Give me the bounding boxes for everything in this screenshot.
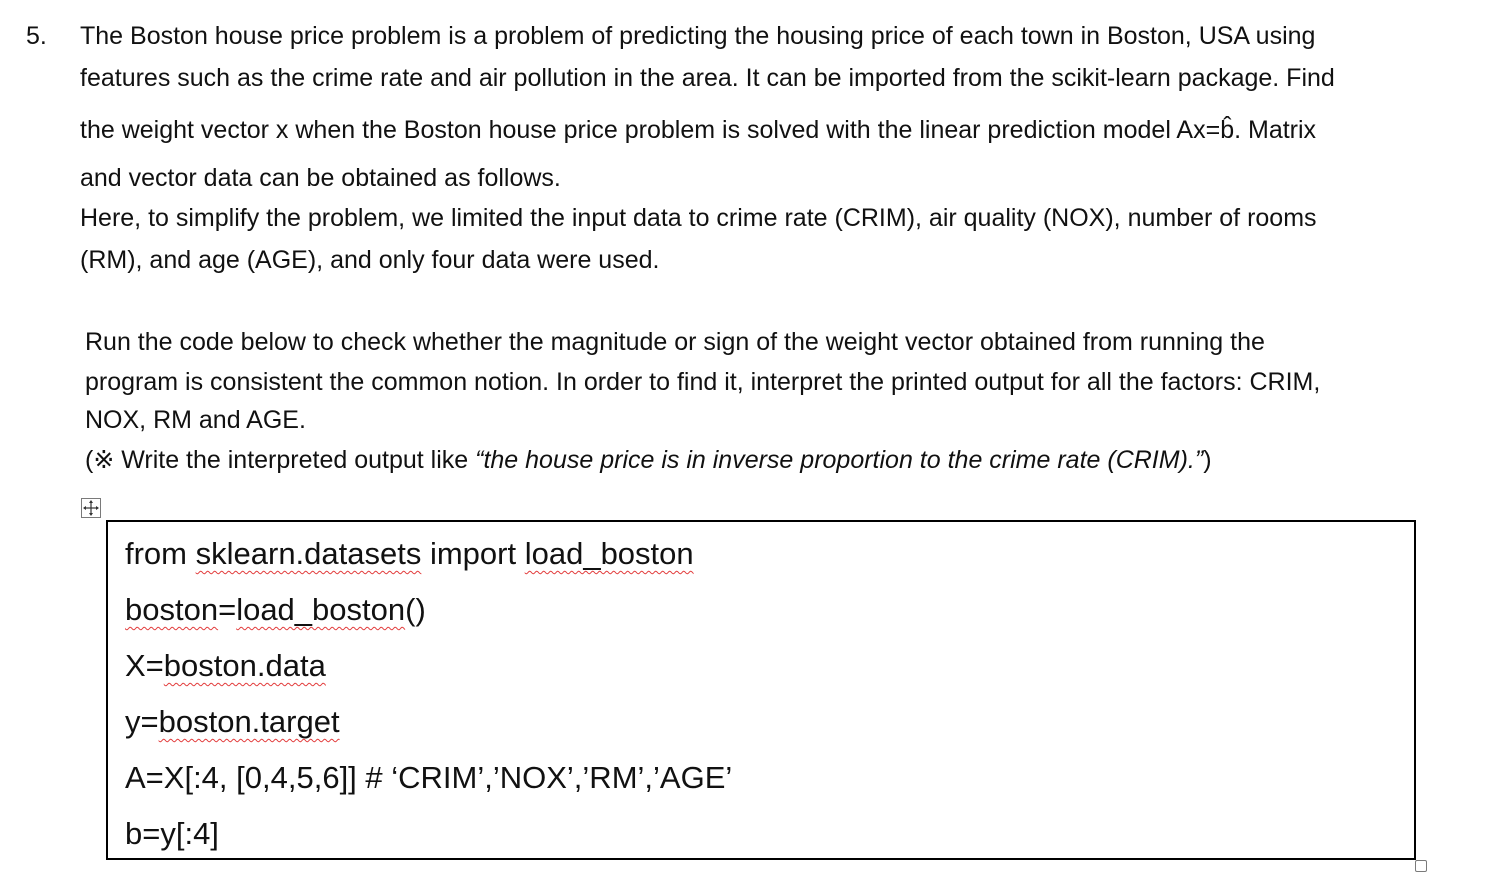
note-example: “the house price is in inverse proportion to the crime rate (CRIM).”: [475, 446, 1204, 474]
intro-line-6: (RM), and age (AGE), and only four data were used.: [80, 246, 660, 274]
code-token: X=: [125, 648, 164, 683]
code-token: (): [405, 592, 426, 627]
code-token-misspelled: load_boston: [524, 536, 694, 571]
note-suffix: ): [1203, 446, 1212, 474]
code-token-misspelled: boston.target: [158, 704, 340, 739]
code-line-4: [125, 702, 340, 742]
code-token-misspelled: load_boston: [236, 592, 406, 627]
task-note: [85, 444, 1212, 476]
code-line-5: A=X[:4, [0,4,5,6]] # ‘CRIM’,’NOX’,’RM’,’AGE’: [125, 760, 733, 795]
intro-line-1: The Boston house price problem is a problem of predicting the housing price of each town in Boston, USA using: [80, 22, 1316, 50]
code-line-3: [125, 646, 326, 686]
code-line-6: b=y[:4]: [125, 816, 219, 851]
task-line-1: Run the code below to check whether the magnitude or sign of the weight vector obtained from running the: [85, 328, 1265, 356]
task-line-2: program is consistent the common notion. In order to find it, interpret the printed output for all the factors: CRIM,: [85, 368, 1321, 396]
intro-line-2: features such as the crime rate and air pollution in the area. It can be imported from the scikit-learn package. Find: [80, 64, 1335, 92]
resize-handle-icon[interactable]: [1415, 860, 1427, 872]
intro-line-3: the weight vector x when the Boston house price problem is solved with the linear prediction model Ax=b̂. Matrix: [80, 116, 1317, 144]
intro-line-4: and vector data can be obtained as follows.: [80, 164, 561, 192]
code-token-misspelled: sklearn.datasets: [195, 536, 422, 571]
code-token: from: [125, 536, 196, 571]
code-box[interactable]: [106, 520, 1416, 860]
code-token-misspelled: boston: [125, 592, 219, 627]
code-line-1: [125, 534, 694, 574]
intro-line-5: Here, to simplify the problem, we limited the input data to crime rate (CRIM), air quality (NOX), number of rooms: [80, 204, 1317, 232]
code-token: import: [421, 536, 525, 571]
code-token: =: [218, 592, 237, 627]
code-token-misspelled: boston.data: [163, 648, 326, 683]
code-token: y=: [125, 704, 159, 739]
note-prefix: (※ Write the interpreted output like: [85, 446, 476, 474]
task-line-3: NOX, RM and AGE.: [85, 406, 306, 434]
question-number: 5.: [26, 22, 47, 50]
move-handle-icon[interactable]: [81, 498, 101, 518]
code-line-2: [125, 590, 426, 630]
